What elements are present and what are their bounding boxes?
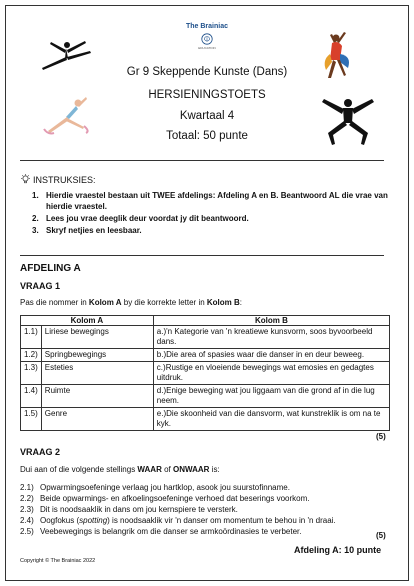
row-number: 1.2) xyxy=(21,349,42,362)
table-header-row xyxy=(21,316,390,326)
definition-text: Die area of spasies waar die danser in en deur beweeg. xyxy=(166,350,365,359)
instruction-item xyxy=(32,225,392,236)
row-definition xyxy=(153,408,389,431)
statement-number: 2.4) xyxy=(20,516,34,525)
statement-number: 2.2) xyxy=(20,494,34,503)
statement-text-part: Opwarmingsoefeninge verlaag jou hartklop, asook jou suurstofinname. xyxy=(40,483,290,492)
definition-letter: e.) xyxy=(156,409,167,418)
question-2-heading: VRAAG 2 xyxy=(20,447,61,457)
definition-text: Enige beweging wat jou liggaam van die grond af in die lug neem. xyxy=(156,386,375,405)
instruction-item xyxy=(32,190,392,212)
statement-text xyxy=(40,504,238,515)
row-number: 1.3) xyxy=(21,362,42,385)
definition-letter: c.) xyxy=(156,363,166,372)
row-term: Esteties xyxy=(41,362,153,385)
statement-text-part: Dit is noodsaaklik in dans om jou kernspiere te versterk. xyxy=(40,505,238,514)
list-item xyxy=(20,526,392,537)
statement-emphasis: spotting xyxy=(79,516,108,525)
statement-number: 2.3) xyxy=(20,505,34,514)
statement-list xyxy=(20,482,392,537)
instr-kolom-b: Kolom B xyxy=(206,298,240,307)
question-1-instruction xyxy=(20,298,242,307)
subject-title: Gr 9 Skeppende Kunste (Dans) xyxy=(126,66,288,78)
brand-name: The Brainiac xyxy=(185,23,228,30)
statement-text-part: Beide opwarmings- en afkoelingsoefeninge verhoed dat beserings voorkom. xyxy=(40,494,310,503)
row-term: Liriese bewegings xyxy=(41,326,153,349)
table-row xyxy=(21,385,390,408)
section-a-total: Afdeling A: 10 punte xyxy=(294,545,382,555)
table-row xyxy=(21,349,390,362)
statement-number: 2.1) xyxy=(20,483,34,492)
definition-text: 'n Kategorie van 'n kreatiewe kunsvorm, soos byvoorbeeld dans. xyxy=(156,327,373,346)
instruction-number: 1. xyxy=(32,191,39,200)
statement-number: 2.5) xyxy=(20,527,34,536)
instructions-heading-text: INSTRUKSIES: xyxy=(33,174,96,185)
statement-text xyxy=(40,482,290,493)
instr-waar: WAAR xyxy=(137,465,162,474)
header-divider xyxy=(20,160,384,161)
instructions-divider xyxy=(20,255,384,256)
table-row xyxy=(21,408,390,431)
section-a-heading: AFDELING A xyxy=(20,263,81,274)
row-number: 1.5) xyxy=(21,408,42,431)
statement-text xyxy=(40,493,310,504)
total-marks: Totaal: 50 punte xyxy=(166,130,248,142)
row-number: 1.4) xyxy=(21,385,42,408)
instruction-item xyxy=(32,213,392,224)
column-b-header: Kolom B xyxy=(153,316,389,326)
list-item xyxy=(20,482,392,493)
definition-letter: b.) xyxy=(156,350,167,359)
instr-text: by die korrekte letter in xyxy=(121,298,207,307)
definition-text: Die skoonheid van die dansvorm, wat kunstreklik is om na te kyk. xyxy=(156,409,381,428)
instruction-number: 3. xyxy=(32,226,39,235)
instructions-list xyxy=(32,190,392,237)
definition-letter: d.) xyxy=(156,386,167,395)
instruction-text: Lees jou vrae deeglik deur voordat jy dit beantwoord. xyxy=(46,214,249,223)
statement-text-part: Veebewegings is belangrik om die danser se armkoördinasies te verbeter. xyxy=(40,527,302,536)
row-term: Genre xyxy=(41,408,153,431)
question-1-heading: VRAAG 1 xyxy=(20,281,61,291)
row-definition xyxy=(153,362,389,385)
definition-letter: a.) xyxy=(156,327,167,336)
matching-table xyxy=(20,315,390,431)
list-item xyxy=(20,493,392,504)
instructions-heading xyxy=(20,174,96,185)
row-number: 1.1) xyxy=(21,326,42,349)
row-definition xyxy=(153,349,389,362)
row-term: Ruimte xyxy=(41,385,153,408)
table-row xyxy=(21,326,390,349)
definition-text: Rustige en vloeiende bewegings wat emosies en gedagtes uitdruk. xyxy=(156,363,374,382)
row-definition xyxy=(153,326,389,349)
instr-text: of xyxy=(161,465,173,474)
question-1-score: (5) xyxy=(376,432,386,441)
statement-text-part: Oogfokus ( xyxy=(40,516,80,525)
term-label: Kwartaal 4 xyxy=(179,110,235,122)
brand-subtitle: EDUCATION xyxy=(198,46,216,50)
instr-text: : xyxy=(239,298,243,307)
question-2-score: (5) xyxy=(376,531,386,540)
column-a-header: Kolom A xyxy=(21,316,154,326)
list-item xyxy=(20,515,392,526)
lightbulb-icon xyxy=(20,174,31,185)
statement-text-part: ) is noodsaaklik vir 'n danser om momentum te behou in 'n draai. xyxy=(107,516,336,525)
row-definition xyxy=(153,385,389,408)
instr-text: Dui aan of die volgende stellings xyxy=(20,465,138,474)
question-2-instruction xyxy=(20,465,220,474)
test-title: HERSIENINGSTOETS xyxy=(148,89,266,101)
instr-text: is: xyxy=(209,465,220,474)
list-item xyxy=(20,504,392,515)
statement-text xyxy=(40,526,301,537)
instr-onwaar: ONWAAR xyxy=(173,465,210,474)
instruction-text: Hierdie vraestel bestaan uit TWEE afdelings: Afdeling A en B. Beantwoord AL die vrae van hierdie vraestel. xyxy=(46,191,388,211)
brain-logo-icon xyxy=(201,33,213,45)
instr-text: Pas die nommer in xyxy=(20,298,89,307)
instruction-text: Skryf netjies en leesbaar. xyxy=(46,226,142,235)
instr-kolom-a: Kolom A xyxy=(88,298,122,307)
statement-text xyxy=(40,515,336,526)
copyright-notice: Copyright © The Brainiac 2022 xyxy=(20,558,96,564)
table-row xyxy=(21,362,390,385)
row-term: Springbewegings xyxy=(41,349,153,362)
instruction-number: 2. xyxy=(32,214,39,223)
